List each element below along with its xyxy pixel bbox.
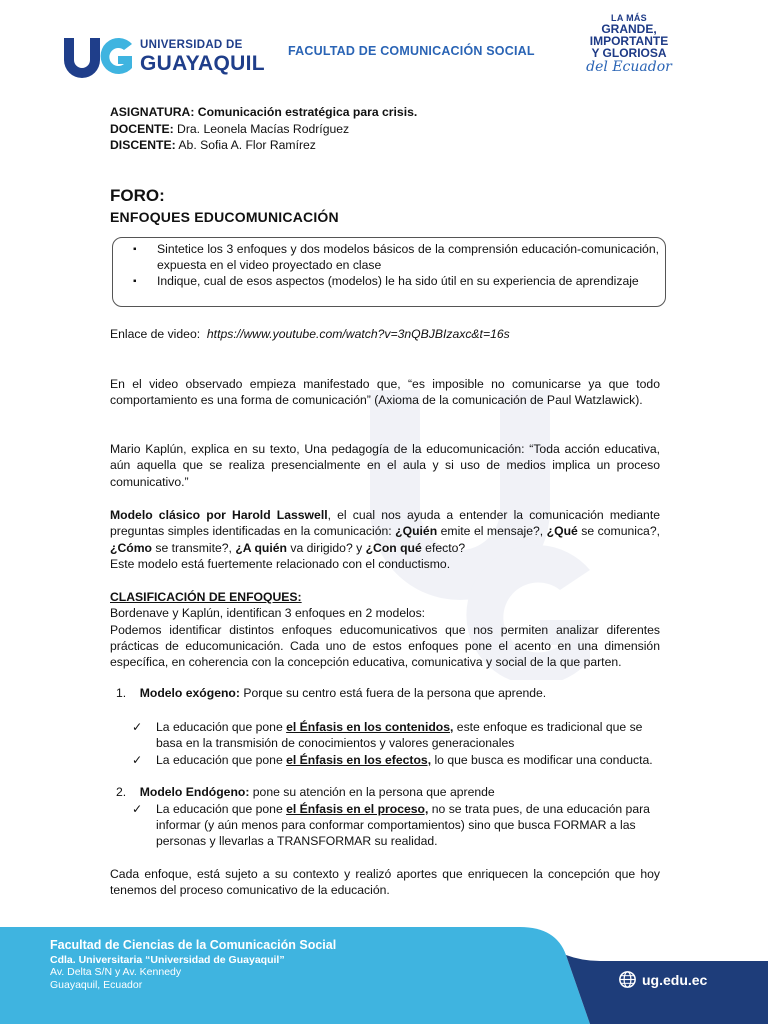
logo-line-2: GUAYAQUIL <box>140 51 265 75</box>
docente-label: DOCENTE: <box>110 121 174 136</box>
task-item: ▪ Indique, cual de esos aspectos (modelos) le ha sido útil en su experiencia de aprendizaje <box>133 274 659 290</box>
check-text: La educación que pone <box>156 802 287 816</box>
task-box <box>112 237 666 307</box>
footer-line-3: Av. Delta S/N y Av. Kennedy <box>50 966 182 979</box>
clasificacion-line-1: Bordenave y Kaplún, identifican 3 enfoques en 2 modelos: <box>110 606 426 621</box>
footer-website[interactable] <box>619 971 707 988</box>
clasificacion-heading: CLASIFICACIÓN DE ENFOQUES: <box>110 590 302 604</box>
model-endogeno <box>116 785 495 799</box>
paragraph-clasificacion <box>110 589 660 670</box>
model-number: 1. <box>116 686 127 700</box>
video-url-link[interactable]: https://www.youtube.com/watch?v=3nQBJBIzaxc&t=16s <box>206 327 510 341</box>
model-text: Porque su centro está fuera de la persona que aprende. <box>239 686 547 700</box>
logo-line-1: UNIVERSIDAD DE <box>140 39 243 51</box>
lasswell-text: va dirigido? y <box>287 540 366 555</box>
check-text: no se trata pues, de una educación para informar (y aún menos para conformar comportamientos) sino que busca FORMAR a las personas y llevarlas a TRANSFORMAR su realidad. <box>156 802 650 848</box>
slogan-line-4: Y GLORIOSA <box>591 46 667 60</box>
model-title: Modelo exógeno: <box>139 686 240 700</box>
foro-title: FORO: <box>110 186 165 205</box>
lasswell-bold: Modelo clásico por Harold Lasswell <box>110 508 328 522</box>
asignatura-value: Comunicación estratégica para crisis. <box>197 105 418 119</box>
question-como: ¿Cómo <box>110 540 152 555</box>
clasificacion-line-2: Podemos identificar distintos enfoques educomunicativos que nos permiten analizar diferentes prácticas de educomunicación. Cada uno de estos enfoques pone el acento en una dimensión específica, en coherencia con la concepción educativa, comunicativa y social de la que parten. <box>110 622 660 670</box>
check-item <box>132 801 662 849</box>
check-item <box>132 752 662 768</box>
slogan-line-1: LA MÁS <box>611 13 647 23</box>
slogan-line-3: IMPORTANTE <box>589 34 669 48</box>
model-text: pone su atención en la persona que aprende <box>249 785 495 799</box>
docente-row <box>110 121 417 138</box>
asignatura-row <box>110 104 417 121</box>
university-logo-text <box>140 40 265 74</box>
check-icon: ✓ <box>132 720 143 734</box>
check-emphasis: el Énfasis en los contenidos, <box>286 720 454 734</box>
lasswell-text: emite el mensaje?, <box>437 524 547 539</box>
check-emphasis: el Énfasis en el proceso, <box>286 802 429 816</box>
video-link-row <box>110 327 510 341</box>
task-item: ▪ Sintetice los 3 enfoques y dos modelos básicos de la comprensión educación-comunicación, expuesta en el video proyectado en clase <box>133 242 659 273</box>
footer-url-text[interactable]: ug.edu.ec <box>642 971 708 988</box>
check-text: La educación que pone <box>156 720 287 734</box>
check-icon: ✓ <box>132 802 143 816</box>
faculty-header: FACULTAD DE COMUNICACIÓN SOCIAL <box>288 44 535 58</box>
check-emphasis: el Énfasis en los efectos, <box>286 753 432 767</box>
check-item <box>132 719 662 751</box>
discente-row <box>110 137 417 154</box>
lasswell-text: , el cual nos ayuda a entender la comunicación mediante preguntas simples identificadas en la comunicación: <box>110 508 660 539</box>
question-con-que: ¿Con qué <box>365 540 422 555</box>
lasswell-text: se transmite?, <box>151 540 236 555</box>
footer-line-1: Facultad de Ciencias de la Comunicación Social <box>50 938 337 952</box>
footer-line-4: Guayaquil, Ecuador <box>50 978 143 991</box>
check-icon: ✓ <box>132 753 143 767</box>
video-label: Enlace de video: <box>110 327 201 341</box>
paragraph-conclusion: Cada enfoque, está sujeto a su contexto y realizó aportes que enriquecen la concepción que hoy tenemos del proceso comunicativo de la educación. <box>110 867 660 898</box>
globe-icon <box>619 971 636 988</box>
lasswell-text: efecto? <box>421 540 466 555</box>
question-que: ¿Qué <box>546 524 578 539</box>
conductismo-line: Este modelo está fuertemente relacionado con el conductismo. <box>110 556 451 571</box>
check-text: lo que busca es modificar una conducta. <box>431 753 653 767</box>
check-text: La educación que pone <box>156 753 287 767</box>
document-meta <box>110 104 417 154</box>
model-exogeno <box>116 686 546 700</box>
docente-value: Dra. Leonela Macías Rodríguez <box>177 121 350 136</box>
lasswell-text: se comunica?, <box>577 524 660 539</box>
paragraph-lasswell <box>110 507 660 572</box>
paragraph-kaplun: Mario Kaplún, explica en su texto, Una pedagogía de la educomunicación: “Toda acción educativa, aún aquella que se realiza presencialmente en el aula y si uso de medios implica un proceso comunicativo.” <box>110 442 660 489</box>
model-number: 2. <box>116 785 127 799</box>
footer-line-2: Cdla. Universitaria “Universidad de Guayaquil” <box>50 954 285 967</box>
task-list <box>133 242 659 290</box>
discente-value: Ab. Sofia A. Flor Ramírez <box>178 138 316 152</box>
model-title: Modelo Endógeno: <box>139 785 250 799</box>
question-quien: ¿Quién <box>395 524 438 539</box>
asignatura-label: ASIGNATURA: <box>110 105 195 119</box>
foro-subtitle: ENFOQUES EDUCOMUNICACIÓN <box>110 209 339 225</box>
question-a-quien: ¿A quién <box>235 540 287 555</box>
discente-label: DISCENTE: <box>110 138 176 152</box>
slogan-line-5: del Ecuador <box>586 59 672 75</box>
check-text: este enfoque es tradicional que se basa en la transmisión de conocimientos y valores generacionales <box>156 720 643 750</box>
slogan-line-2: GRANDE, <box>601 22 657 36</box>
paragraph-axioma: En el video observado empieza manifestado que, “es imposible no comunicarse ya que todo comportamiento es una forma de comunicación” (Axioma de la comunicación de Paul Watzlawick). <box>110 377 660 408</box>
slogan-badge <box>574 14 684 74</box>
footer-address <box>50 938 336 991</box>
ug-logo-icon <box>62 34 134 78</box>
